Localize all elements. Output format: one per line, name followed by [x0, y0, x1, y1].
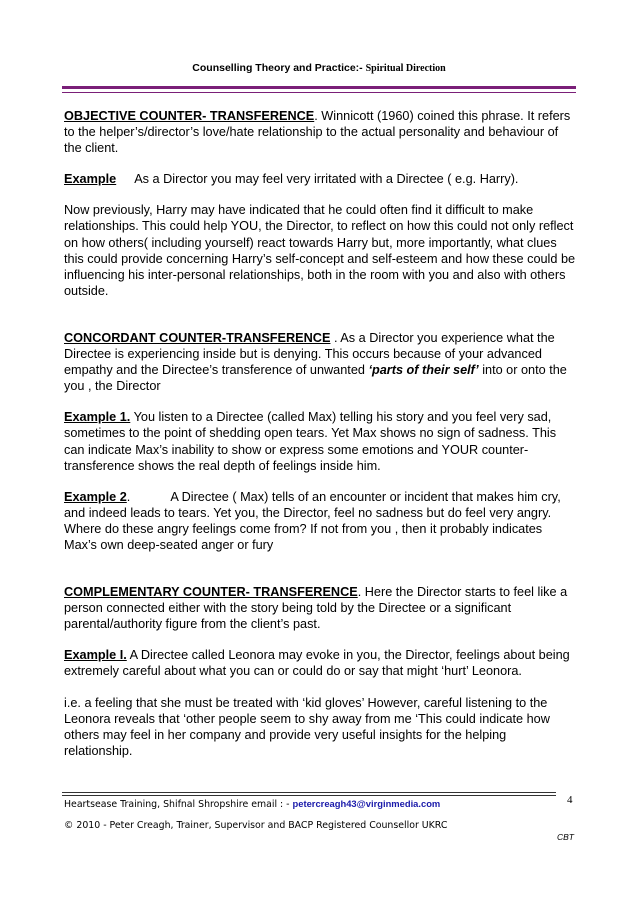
concordant-text-after: into or onto the you , the Director — [64, 363, 567, 394]
footer-copyright: © 2010 - Peter Creagh, Trainer, Supervisor and BACP Registered Counsellor UKRC — [64, 820, 448, 831]
objective-example-text: As a Director you may feel very irritated with a Directee ( e.g. Harry). — [134, 172, 519, 187]
complementary-detail-paragraph: i.e. a feeling that she must be treated with ‘kid gloves’ However, careful listening to the Leonora reveals that ‘other people seem to shy away from me ‘This could indicate how others may feel in her company and provide very useful insights for the helping relationship. — [64, 695, 550, 758]
complementary-text: . Here the Director starts to feel like a person connected either with the story being told by the Directee or a significant parental/authority figure from the client’s past. — [64, 585, 568, 632]
objective-paragraph — [64, 108, 576, 156]
objective-text: . Winnicott (1960) coined this phrase. It refers to the helper’s/director’s love/hate relationship to the actual personality and behaviour of the client. — [64, 109, 571, 156]
concordant-example-1 — [64, 409, 576, 473]
footer-rule — [62, 792, 556, 793]
objective-example — [64, 171, 576, 187]
complementary-paragraph — [64, 584, 576, 632]
concordant-example-2: Example 2. A Directee ( Max) tells of an encounter or incident that makes him cry, and indeed leads to tears. Yet you, the Director, feel no sadness but do feel very angry. Where do these angry feelings come from? If not from you , then it probably indicates Max’s own deep-seated anger or fury — [64, 489, 561, 552]
complementary-example-label: Example I. — [64, 648, 127, 663]
footer-rule-thin — [62, 795, 556, 796]
header-rule-thick — [62, 86, 576, 89]
concordant-paragraph — [64, 330, 576, 394]
objective-detail-paragraph: Now previously, Harry may have indicated that he could often find it difficult to make relationships. This could help YOU, the Director, to reflect on how this could not only reflect on how others( including yourself) react towards Harry but, more importantly, what clues this could provide concerning Harry’s self-concept and self-esteem and how these could be influencing his inter-personal relationships, both in the room with you and also with others outside. — [64, 203, 576, 298]
header-title: Counselling Theory and Practice:- — [192, 62, 363, 74]
complementary-heading: COMPLEMENTARY COUNTER- TRANSFERENCE — [64, 585, 358, 600]
footer-org: Heartsease Training, Shifnal Shropshire email : - — [64, 799, 293, 810]
header-rule-thin — [62, 92, 576, 93]
concordant-heading: CONCORDANT COUNTER-TRANSFERENCE — [64, 330, 331, 345]
footer-contact — [64, 798, 440, 810]
page-number: 4 — [567, 794, 573, 806]
concordant-text-before: . As a Director you experience what the Directee is experiencing inside but is denying. This occurs because of your advanced empathy and the Directee’s transference of unwanted — [64, 330, 555, 378]
example-2-label: Example 2 — [64, 489, 127, 504]
example-1-text: You listen to a Directee (called Max) telling his story and you feel very sad, sometimes to the point of shedding open tears. Yet Max shows no sign of sadness. This can indicate Max’s inability to show or express some emotions and YOUR counter-transference shows the real depth of feelings inside him. — [64, 410, 557, 473]
complementary-example-text: A Directee called Leonora may evoke in you, the Director, feelings about being extremely careful about what you can or could do or say that might ‘hurt’ Leonora. — [64, 648, 570, 679]
example-2-text: A Directee ( Max) tells of an encounter or incident that makes him cry, and indeed leads to tears. Yet you, the Director, feel no sadness but do feel very angry. Where do these angry feelings come from? If not from you , then it probably indicates Max’s own deep-seated anger or fury — [64, 489, 561, 552]
document-body — [64, 108, 576, 759]
objective-heading: OBJECTIVE COUNTER- TRANSFERENCE — [64, 109, 315, 123]
footer-tag: CBT — [557, 832, 574, 842]
concordant-emphasis: ‘parts of their self’ — [368, 363, 479, 378]
objective-example-label: Example — [64, 172, 117, 187]
running-header — [0, 62, 638, 74]
complementary-example — [64, 647, 576, 679]
header-subtitle: Spiritual Direction — [365, 63, 446, 74]
example-1-label: Example 1. — [64, 410, 131, 425]
footer-email-link[interactable]: petercreagh43@virginmedia.com — [292, 798, 441, 809]
